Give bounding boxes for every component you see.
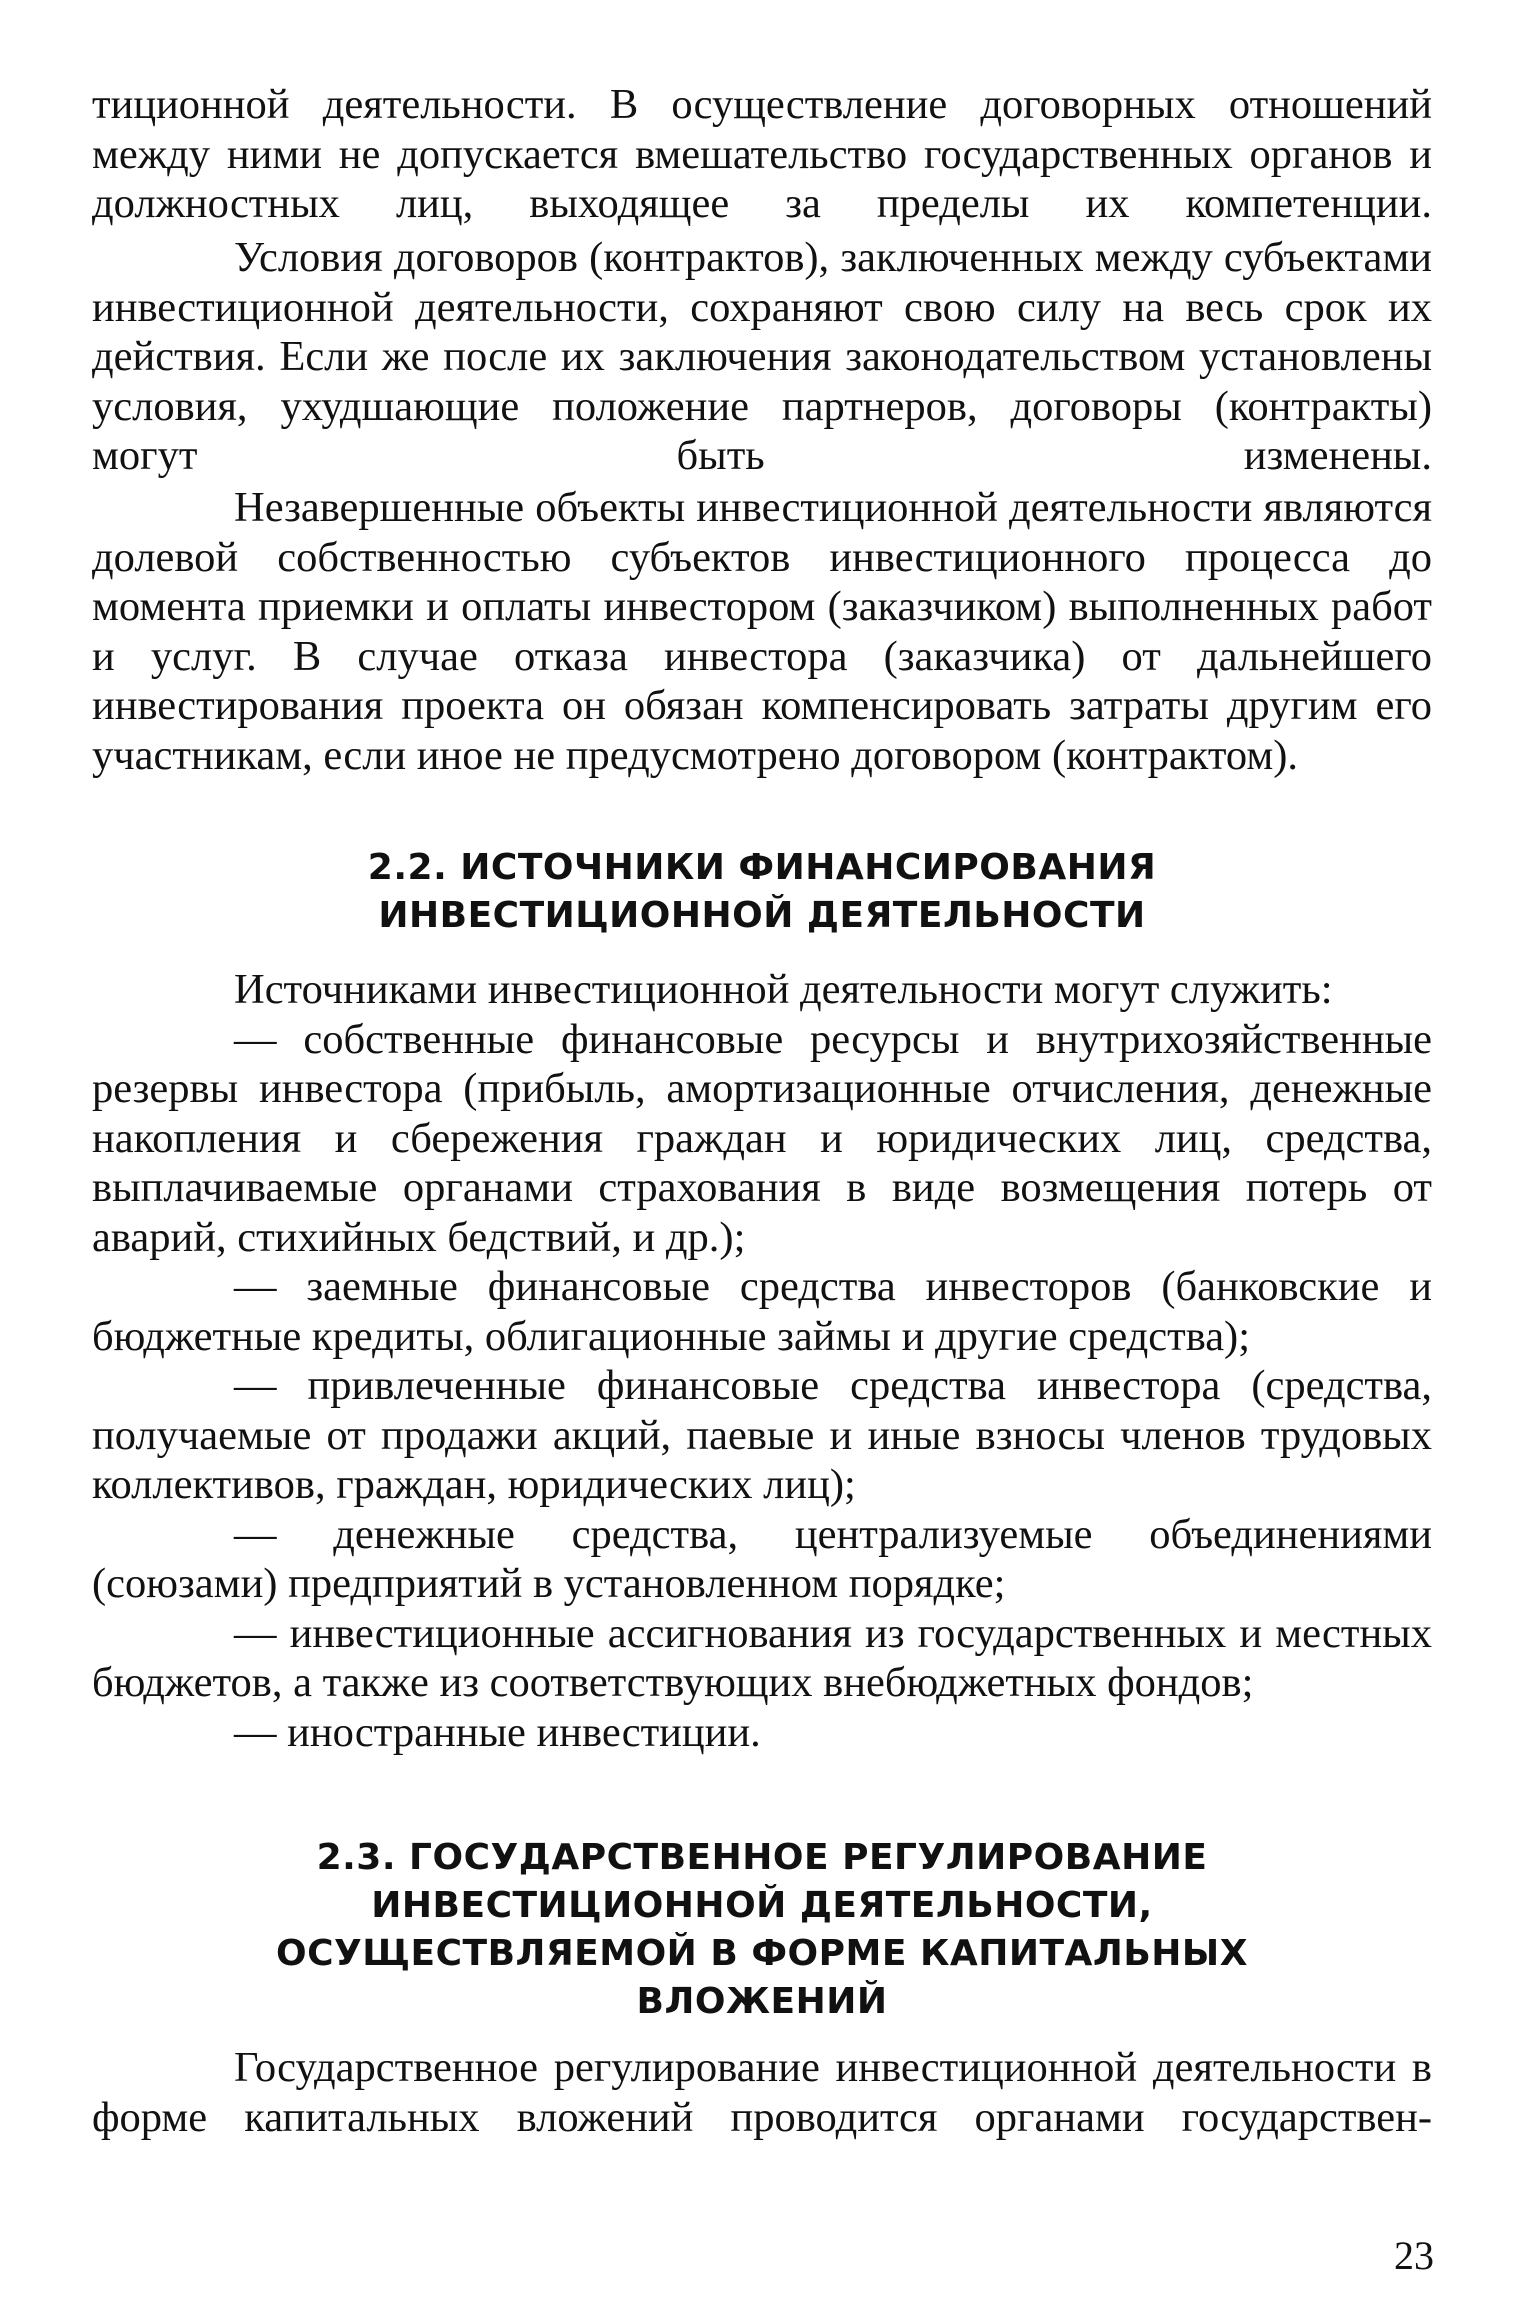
list-intro: Источниками инвестиционной деятельности могут служить:: [234, 966, 1333, 1013]
heading-line: ВЛОЖЕНИЙ: [636, 1981, 888, 2022]
list-item: — иностранные инвестиции.: [234, 1708, 761, 1756]
paragraph-text: Незавершенные объекты инвестиционной деятельности являются долевой собственностью субъектов инвестиционного процесса до момента приемки и оплаты инвестором (заказчиком) выполненных работ и услуг. В случае отказа инвестора (заказчика) от дальнейшего инвестирования проекта он обязан компенсировать затраты другим его участникам, если иное не предусмотрено договором (контрактом).: [92, 484, 1432, 779]
paragraph-state-regulation: [92, 2043, 1432, 2142]
section-heading-2-2: [92, 844, 1432, 940]
list-item: — привлеченные финансовые средства инвестора (средства, получаемые от продажи акций, паевые и иные взносы членов трудовых коллективов, граждан, юридических лиц);: [92, 1362, 1432, 1508]
heading-line: ИНВЕСТИЦИОННОЙ ДЕЯТЕЛЬНОСТИ,: [371, 1885, 1153, 1926]
paragraph-continuation: [92, 80, 1432, 229]
page-number: 23: [1394, 2233, 1434, 2278]
funding-sources-list: [92, 965, 1432, 1757]
heading-line: 2.2. ИСТОЧНИКИ ФИНАНСИРОВАНИЯ: [367, 847, 1157, 888]
paragraph-unfinished-objects: [92, 483, 1432, 780]
list-item: — заемные финансовые средства инвесторов (банковские и бюджетные кредиты, облигационные займы и другие средства);: [92, 1263, 1432, 1360]
heading-line: ИНВЕСТИЦИОННОЙ ДЕЯТЕЛЬНОСТИ: [378, 895, 1146, 936]
list-item: — денежные средства, централизуемые объединениями (союзами) предприятий в установленном порядке;: [92, 1510, 1432, 1607]
heading-line: ОСУЩЕСТВЛЯЕМОЙ В ФОРМЕ КАПИТАЛЬНЫХ: [276, 1933, 1248, 1974]
section-heading-2-3: [92, 1834, 1432, 2026]
paragraph-text: Государственное регулирование инвестиционной деятельности в форме капитальных вложений проводится органами государствен-: [92, 2044, 1432, 2141]
paragraph-contract-terms: [92, 233, 1432, 481]
paragraph-text: тиционной деятельности. В осуществление договорных отношений между ними не допускается вмешательство государственных органов и должностных лиц, выходящее за пределы их компетенции.: [92, 81, 1432, 227]
heading-line: 2.3. ГОСУДАРСТВЕННОЕ РЕГУЛИРОВАНИЕ: [316, 1837, 1208, 1878]
paragraph-text: Условия договоров (контрактов), заключенных между субъектами инвестиционной деятельности, сохраняют свою силу на весь срок их действия. Если же после их заключения законодательством установлены условия, ухудшающие положение партнеров, договоры (контракты) могут быть изменены.: [92, 234, 1432, 479]
list-item: — инвестиционные ассигнования из государственных и местных бюджетов, а также из соответствующих внебюджетных фондов;: [92, 1609, 1432, 1706]
list-item: — собственные финансовые ресурсы и внутрихозяйственные резервы инвестора (прибыль, амортизационные отчисления, денежные накопления и сбережения граждан и юридических лиц, средства, выплачиваемые органами страхования в виде возмещения потерь от аварий, стихийных бедствий, и др.);: [92, 1015, 1432, 1261]
